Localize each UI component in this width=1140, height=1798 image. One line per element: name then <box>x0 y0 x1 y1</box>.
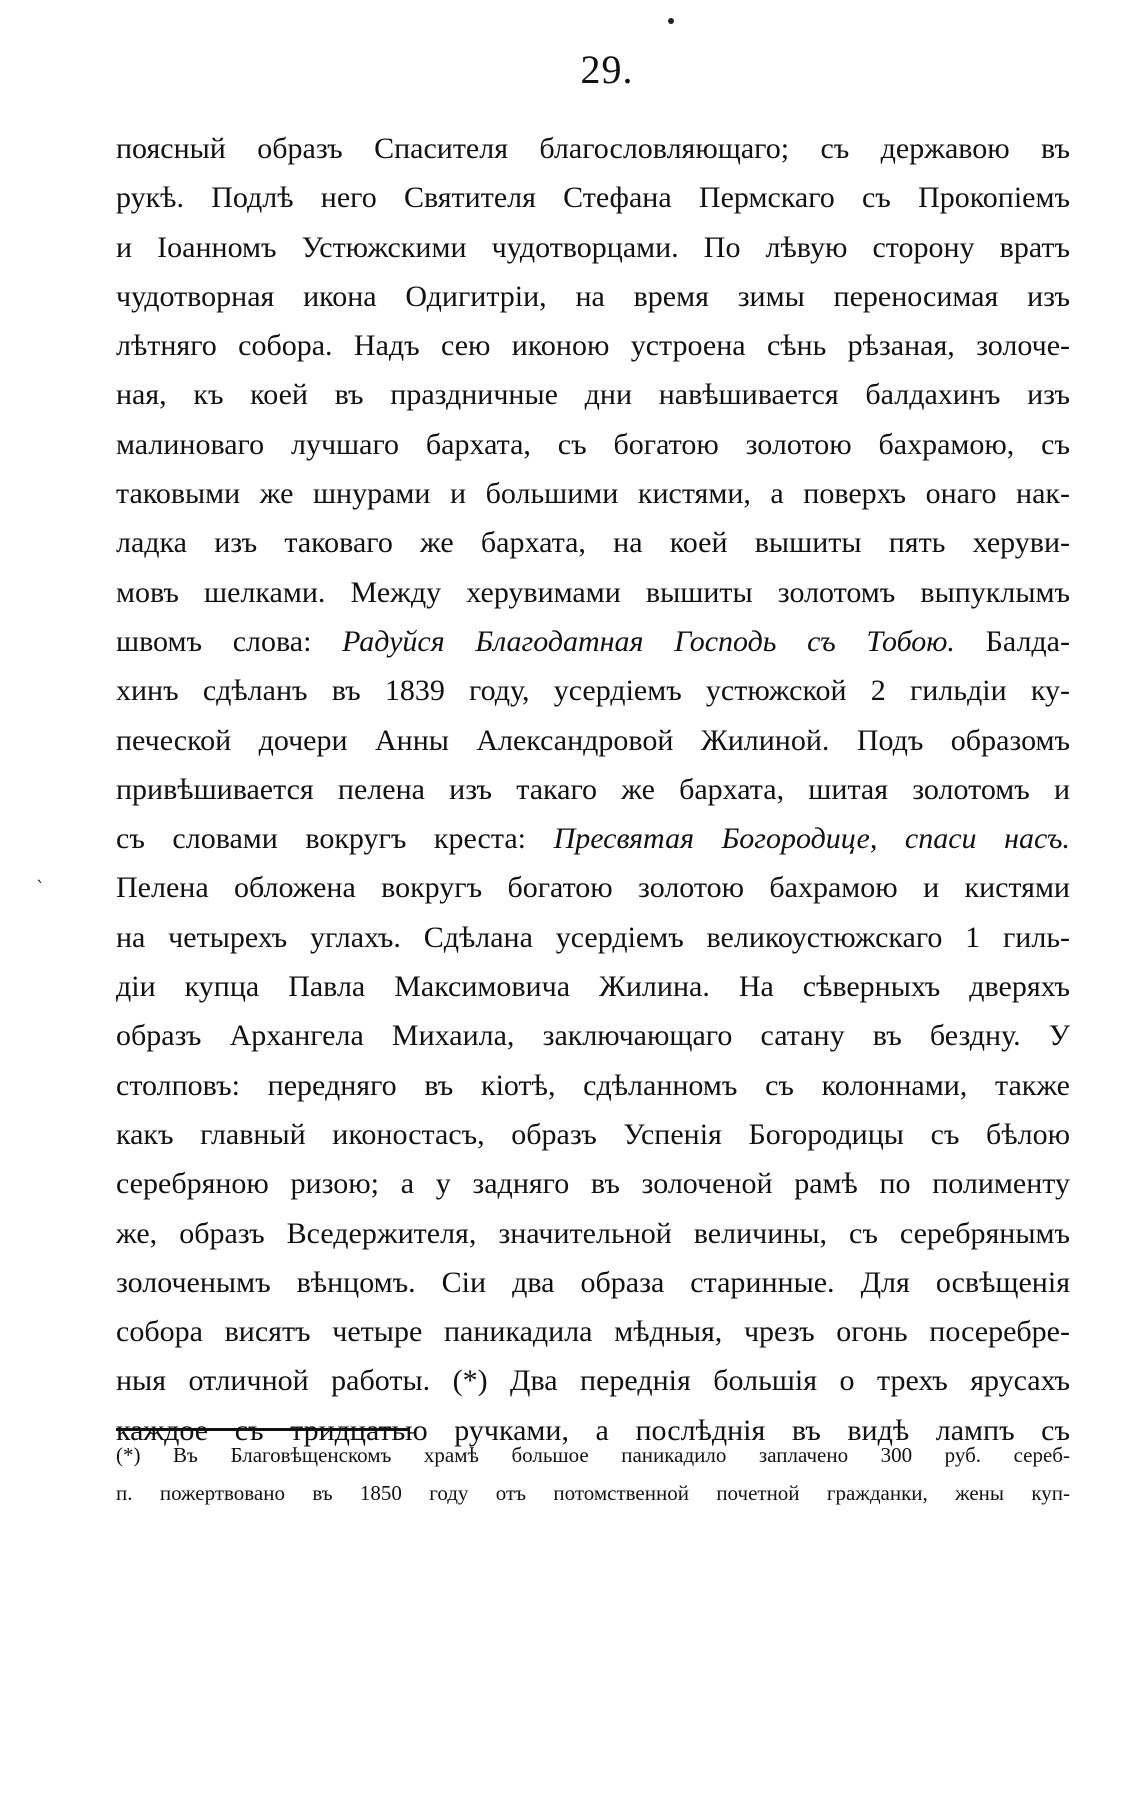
italic-quote: Радуйся Благодатная Господь съ Тобою. <box>342 624 955 658</box>
text-line: ная, къ коей въ праздничные дни навѣшивается балдахинъ изъ <box>116 378 1070 412</box>
text-line: образъ Архангела Михаила, заключающаго сатану въ бездну. У <box>116 1019 1070 1053</box>
text-segment: Балда- <box>954 624 1070 658</box>
text-line: каждое съ тридцатью ручками, а послѣднія въ видѣ лампъ съ <box>116 1413 1070 1447</box>
text-line: чудотворная икона Одигитріи, на время зимы переносимая изъ <box>116 279 1070 313</box>
text-line: діи купца Павла Максимовича Жилина. На сѣверныхъ дверяхъ <box>116 970 1070 1004</box>
text-line: же, образъ Вседержителя, значительной величины, съ серебрянымъ <box>116 1216 1070 1250</box>
footnote-line: (*) Въ Благовѣщенскомъ храмѣ большое паникадило заплачено 300 руб. сереб- <box>116 1443 1070 1467</box>
text-line: хинъ сдѣланъ въ 1839 году, усердіемъ устюжской 2 гильдіи ку- <box>116 674 1070 708</box>
body-text <box>116 124 1070 1455</box>
text-line: ныя отличной работы. (*) Два переднія большія о трехъ ярусахъ <box>116 1364 1070 1398</box>
text-segment: швомъ слова: <box>116 624 343 658</box>
text-line: Пелена обложена вокругъ богатою золотою бахрамою и кистями <box>116 871 1070 905</box>
margin-mark: ` <box>36 878 45 899</box>
text-line: ладка изъ таковаго же бархата, на коей вышиты пять херуви- <box>116 526 1070 560</box>
page-number: 29. <box>580 47 634 92</box>
text-line: малиноваго лучшаго бархата, съ богатою золотою бахрамою, съ <box>116 427 1070 461</box>
text-line: серебряною ризою; а у задняго въ золоченой рамѣ по полименту <box>116 1167 1070 1201</box>
text-line: привѣшивается пелена изъ такаго же бархата, шитая золотомъ и <box>116 772 1070 806</box>
text-line: лѣтняго собора. Надъ сею иконою устроена сѣнь рѣзаная, золоче- <box>116 329 1070 363</box>
footnote-rule <box>116 1428 410 1431</box>
ink-speck <box>668 18 674 24</box>
text-line: поясный образъ Спасителя благословляющаго; съ державою въ <box>116 132 1070 165</box>
text-line: на четырехъ углахъ. Сдѣлана усердіемъ великоустюжскаго 1 гиль- <box>116 920 1070 954</box>
footnotes <box>116 1436 1070 1512</box>
text-line <box>116 814 1070 863</box>
text-line: таковыми же шнурами и большими кистями, а поверхъ онаго нак- <box>116 477 1070 511</box>
italic-quote: Пресвятая Богородице, спаси насъ. <box>553 822 1070 856</box>
text-segment: съ словами вокругъ креста: <box>116 822 554 856</box>
text-line <box>116 617 1070 666</box>
footnote-line: п. пожертвовано въ 1850 году отъ потомственной почетной гражданки, жены куп- <box>116 1481 1070 1505</box>
text-line: столповъ: передняго въ кіотѣ, сдѣланномъ съ колоннами, также <box>116 1068 1070 1102</box>
text-line: мовъ шелками. Между херувимами вышиты золотомъ выпуклымъ <box>116 575 1070 609</box>
text-line: золоченымъ вѣнцомъ. Сіи два образа старинные. Для освѣщенія <box>116 1265 1070 1299</box>
text-line: рукѣ. Подлѣ него Святителя Стефана Пермскаго съ Прокопіемъ <box>116 181 1070 215</box>
text-line: какъ главный иконостасъ, образъ Успенія Богородицы съ бѣлою <box>116 1117 1070 1151</box>
text-line: печеской дочери Анны Александровой Жилиной. Подъ образомъ <box>116 723 1070 757</box>
text-line: и Іоанномъ Устюжскими чудотворцами. По лѣвую сторону вратъ <box>116 230 1070 264</box>
text-line: собора висятъ четыре паникадила мѣдныя, чрезъ огонь посеребре- <box>116 1315 1070 1349</box>
